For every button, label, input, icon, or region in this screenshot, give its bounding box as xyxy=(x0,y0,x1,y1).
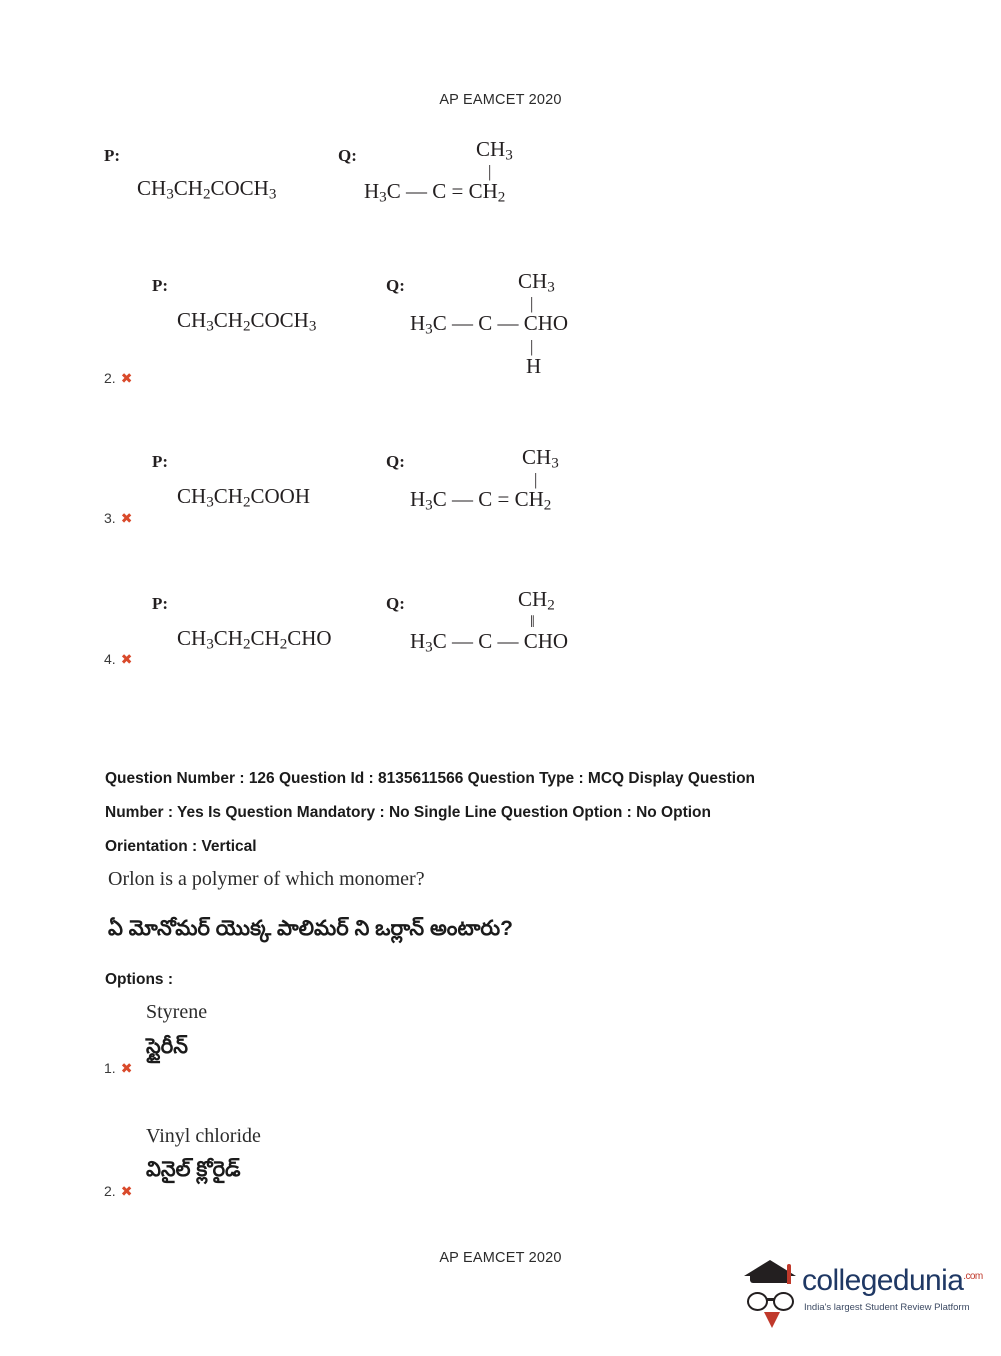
question-meta xyxy=(105,762,895,864)
p-label: P: xyxy=(152,452,169,471)
p-label: P: xyxy=(104,146,121,165)
tie-icon xyxy=(764,1312,780,1328)
collegedunia-logo[interactable] xyxy=(742,1258,982,1330)
required-star-icon: ✖ xyxy=(120,510,133,526)
option-number-4: 4. ✖ xyxy=(104,651,133,667)
p-label: P: xyxy=(152,594,169,613)
answer-option-1-english: Styrene xyxy=(146,1001,208,1023)
q-structure: $CH_3$ | $H_3C$ — $C = CH_2$ xyxy=(410,445,559,514)
required-star-icon: ✖ xyxy=(120,651,133,667)
required-star-icon: ✖ xyxy=(120,370,133,386)
logo-name-second: dunia xyxy=(892,1264,964,1297)
answer-option-1-telugu: స్టైరీన్ xyxy=(146,1035,188,1058)
page-footer: AP EAMCET 2020 xyxy=(439,1250,562,1266)
question-meta-line-1: Question Number : 126 Question Id : 8135611566 Question Type : MCQ Display Question xyxy=(105,770,756,787)
options-label: Options : xyxy=(105,971,174,988)
page-header: AP EAMCET 2020 xyxy=(439,92,562,108)
answer-option-2-telugu: వినైల్ క్లోరైడ్ xyxy=(146,1158,241,1181)
glasses-icon xyxy=(746,1292,794,1308)
q-structure: $CH_3$ | $H_3C$ — C — CHO | H xyxy=(410,269,569,378)
q-structure: $CH_3$ | $H_3C$ — $C = CH_2$ xyxy=(364,137,513,206)
logo-name-main: college xyxy=(802,1264,893,1297)
question-text-telugu: ఏ మోనోమర్ యొక్క పాలిమర్ ని ఒర్లాన్ అంటారు? xyxy=(108,917,513,940)
answer-option-number-1: 1. ✖ xyxy=(104,1060,133,1076)
required-star-icon: ✖ xyxy=(120,1060,133,1076)
p-formula: $CH_3CH_2COOH$ xyxy=(177,484,311,511)
option-number-2: 2. ✖ xyxy=(104,370,133,386)
answer-option-2-english: Vinyl chloride xyxy=(146,1125,261,1147)
logo-wordmark xyxy=(802,1264,983,1298)
p-label: P: xyxy=(152,276,169,295)
q-label: Q: xyxy=(386,276,405,295)
q-label: Q: xyxy=(386,452,405,471)
question-meta-line-3: Orientation : Vertical xyxy=(105,838,257,856)
p-formula: $CH_3CH_2COCH_3$ xyxy=(137,176,277,203)
q-label: Q: xyxy=(338,146,357,165)
answer-option-number-2: 2. ✖ xyxy=(104,1183,133,1199)
logo-tagline: India's largest Student Review Platform xyxy=(804,1302,970,1313)
question-text-english: Orlon is a polymer of which monomer? xyxy=(108,868,425,890)
required-star-icon: ✖ xyxy=(120,1183,133,1199)
question-meta-line-2: Number : Yes Is Question Mandatory : No Single Line Question Option : No Option xyxy=(105,804,711,822)
logo-name-sup: .com xyxy=(963,1271,983,1282)
p-formula: $CH_3CH_2COCH_3$ xyxy=(177,308,317,335)
option-number-3: 3. ✖ xyxy=(104,510,133,526)
q-structure: $CH_2$ ‖ $H_3C$ — C — CHO xyxy=(410,587,569,656)
p-formula: $CH_3CH_2CH_2CHO$ xyxy=(177,626,332,653)
q-label: Q: xyxy=(386,594,405,613)
